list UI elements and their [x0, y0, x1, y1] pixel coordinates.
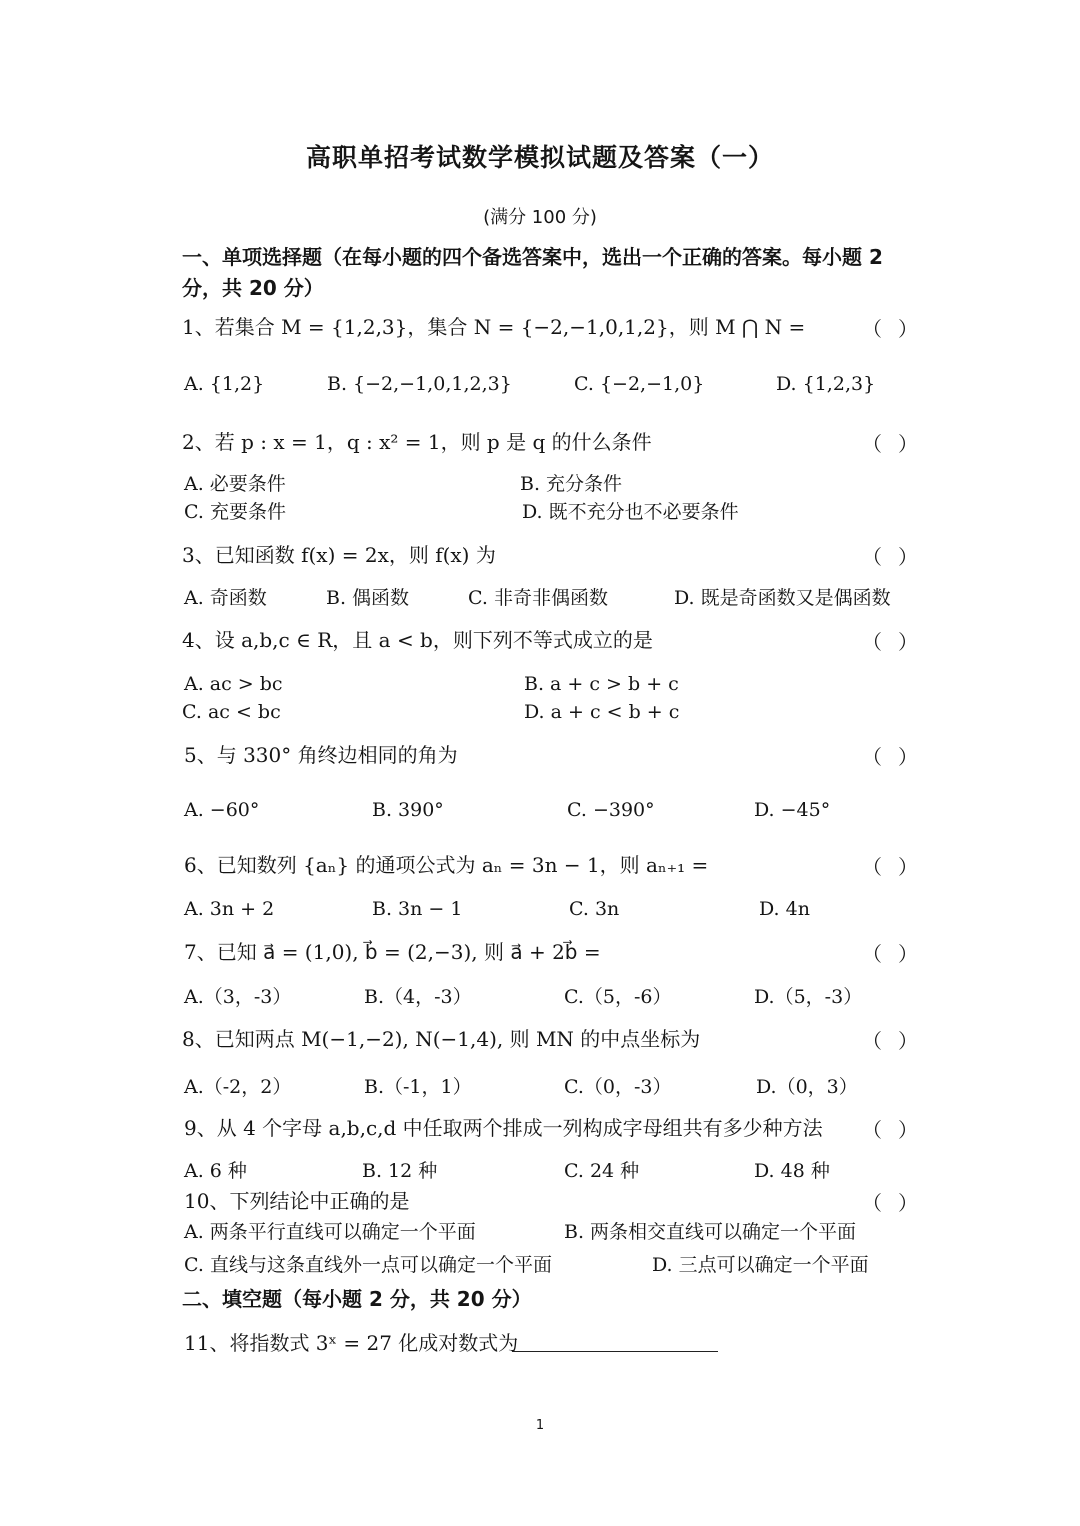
option-a: A. 3n + 2 — [184, 898, 275, 920]
option-a: A. 两条平行直线可以确定一个平面 — [184, 1221, 476, 1243]
option-c: C. 直线与这条直线外一点可以确定一个平面 — [184, 1254, 552, 1276]
option-d: D. 4n — [759, 898, 810, 920]
section-heading-choice: 一、单项选择题（在每小题的四个备选答案中，选出一个正确的答案。每小题 2 分，共 20 分） — [182, 245, 883, 300]
option-a: A. 6 种 — [184, 1160, 247, 1182]
option-d: D. {1,2,3} — [776, 373, 876, 395]
option-a: A. 必要条件 — [184, 473, 286, 495]
answer-paren: （ ） — [862, 317, 918, 341]
answer-paren: （ ） — [862, 1118, 918, 1142]
option-a: A. ac > bc — [184, 673, 283, 695]
option-d: D. 既是奇函数又是偶函数 — [674, 587, 891, 609]
option-b: B. 12 种 — [362, 1160, 438, 1182]
option-d: D.（5，-3） — [754, 986, 863, 1008]
question-1: 1、若集合 M = {1,2,3}，集合 N = {−2,−1,0,1,2}，则 M ⋂ N = — [182, 315, 806, 339]
option-b: B. a + c > b + c — [524, 673, 679, 695]
option-c: C. 24 种 — [564, 1160, 640, 1182]
question-5: 5、与 330° 角终边相同的角为 — [184, 743, 458, 767]
option-a: A. {1,2} — [184, 373, 265, 395]
option-b: B. 充分条件 — [520, 473, 623, 495]
answer-paren: （ ） — [862, 942, 918, 966]
page-subtitle: (满分 100 分) — [483, 207, 597, 228]
option-c: C.（5，-6） — [564, 986, 672, 1008]
question-8: 8、已知两点 M(−1,−2), N(−1,4), 则 MN 的中点坐标为 — [182, 1027, 701, 1051]
answer-paren: （ ） — [862, 432, 918, 456]
option-d: D. 既不充分也不必要条件 — [522, 501, 739, 523]
option-a: A.（-2，2） — [184, 1076, 292, 1098]
option-c: C. −390° — [567, 799, 655, 821]
question-7: 7、已知 a⃗ = (1,0), b⃗ = (2,−3), 则 a⃗ + 2b⃗ = — [184, 940, 601, 964]
question-3: 3、已知函数 f(x) = 2x，则 f(x) 为 — [182, 543, 496, 567]
option-b: B. {−2,−1,0,1,2,3} — [327, 373, 512, 395]
answer-paren: （ ） — [862, 545, 918, 569]
option-c: C.（0，-3） — [564, 1076, 672, 1098]
answer-paren: （ ） — [862, 630, 918, 654]
question-2: 2、若 p : x = 1，q : x² = 1，则 p 是 q 的什么条件 — [182, 430, 652, 454]
option-b: B. 偶函数 — [326, 587, 410, 609]
option-d: D.（0，3） — [756, 1076, 858, 1098]
option-d: D. −45° — [754, 799, 831, 821]
option-b: B. 两条相交直线可以确定一个平面 — [564, 1221, 857, 1243]
section-heading-fill-blank: 二、填空题（每小题 2 分，共 20 分） — [182, 1287, 532, 1311]
option-d: D. 三点可以确定一个平面 — [652, 1254, 869, 1276]
answer-paren: （ ） — [862, 1029, 918, 1053]
option-c: C. 3n — [569, 898, 620, 920]
answer-paren: （ ） — [862, 745, 918, 769]
option-c: C. 充要条件 — [184, 501, 286, 523]
answer-blank-line — [512, 1351, 718, 1352]
question-10: 10、下列结论中正确的是 — [184, 1189, 410, 1213]
option-b: B.（4，-3） — [364, 986, 472, 1008]
answer-paren: （ ） — [862, 855, 918, 879]
question-6: 6、已知数列 {aₙ} 的通项公式为 aₙ = 3n − 1，则 aₙ₊₁ = — [184, 853, 709, 877]
question-11: 11、将指数式 3ˣ = 27 化成对数式为 — [184, 1331, 519, 1355]
option-d: D. 48 种 — [754, 1160, 830, 1182]
option-a: A. −60° — [184, 799, 260, 821]
page-title: 高职单招考试数学模拟试题及答案（一） — [305, 143, 774, 172]
page-number: 1 — [535, 1418, 545, 1433]
answer-paren: （ ） — [862, 1191, 918, 1215]
option-c: C. 非奇非偶函数 — [468, 587, 608, 609]
question-4: 4、设 a,b,c ∈ R，且 a < b，则下列不等式成立的是 — [182, 628, 653, 652]
question-9: 9、从 4 个字母 a,b,c,d 中任取两个排成一列构成字母组共有多少种方法 — [184, 1116, 823, 1140]
option-a: A.（3，-3） — [184, 986, 292, 1008]
option-b: B.（-1，1） — [364, 1076, 472, 1098]
option-c: C. ac < bc — [182, 701, 281, 723]
option-b: B. 3n − 1 — [372, 898, 463, 920]
option-d: D. a + c < b + c — [524, 701, 680, 723]
option-c: C. {−2,−1,0} — [574, 373, 705, 395]
option-a: A. 奇函数 — [184, 587, 267, 609]
option-b: B. 390° — [372, 799, 444, 821]
